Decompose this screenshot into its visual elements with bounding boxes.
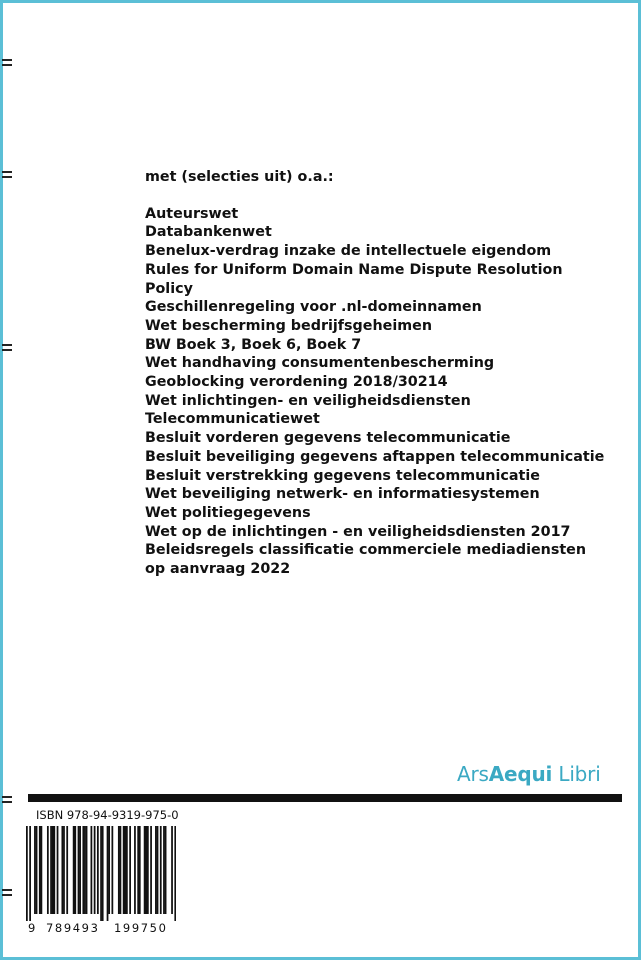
barcode-bar <box>50 826 52 914</box>
crop-mark <box>0 170 13 179</box>
barcode-bar <box>52 826 54 914</box>
barcode-bar <box>47 826 49 914</box>
crop-mark <box>0 888 13 897</box>
logo-libri: Libri <box>558 762 601 786</box>
law-item: Rules for Uniform Domain Name Dispute Resolution <box>145 261 563 278</box>
barcode-bar <box>171 826 173 914</box>
law-item: Geschillenregeling voor .nl-domeinnamen <box>145 299 482 316</box>
law-item: Wet beveiliging netwerk- en informatiesystemen <box>145 486 540 503</box>
law-item: Wet inlichtingen- en veiligheidsdiensten <box>145 392 471 409</box>
barcode-bar <box>118 826 120 914</box>
barcode-bar <box>53 826 55 914</box>
law-item: Auteurswet <box>145 205 239 222</box>
barcode-bar <box>79 826 81 914</box>
divider-rule <box>28 794 622 802</box>
law-item: Telecommunicatiewet <box>145 411 320 428</box>
barcode-bar <box>160 826 162 914</box>
barcode-bar <box>82 826 84 914</box>
barcode-bar <box>94 826 96 914</box>
barcode-bar <box>157 826 159 914</box>
law-item: Databankenwet <box>145 224 272 241</box>
barcode-bar <box>78 826 80 914</box>
barcode-bar <box>129 826 131 914</box>
barcode-bar <box>147 826 149 914</box>
law-item: Wet op de inlichtingen - en veiligheidsdiensten 2017 <box>145 523 571 540</box>
law-item: BW Boek 3, Boek 6, Boek 7 <box>145 336 362 353</box>
crop-mark <box>0 795 13 804</box>
barcode-bar <box>163 826 165 914</box>
barcode-bar <box>66 826 68 914</box>
law-item: Wet politiegegevens <box>145 504 311 521</box>
back-cover-text <box>145 168 605 579</box>
barcode-bar <box>137 826 139 914</box>
barcode-bar <box>29 826 31 921</box>
barcode-bar <box>39 826 41 914</box>
barcode-bar <box>26 826 28 921</box>
barcode-bar <box>86 826 88 914</box>
barcode-graphic <box>26 826 176 921</box>
law-item: Geoblocking verordening 2018/30214 <box>145 374 448 391</box>
barcode-digit-group-1: 789493 <box>46 921 100 935</box>
barcode-bar <box>120 826 122 914</box>
barcode-bar <box>145 826 147 914</box>
barcode-digit-first: 9 <box>28 921 36 935</box>
barcode-bar <box>139 826 141 914</box>
law-item: Policy <box>145 280 193 297</box>
law-item: Besluit beveiliging gegevens aftappen telecommunicatie <box>145 448 605 465</box>
barcode-bar <box>108 826 110 914</box>
intro-text: met (selecties uit) o.a.: <box>145 169 334 185</box>
barcode-bar <box>41 826 43 914</box>
barcode-digit-group-2: 199750 <box>114 921 168 935</box>
barcode-bar <box>97 826 99 914</box>
law-item: Wet handhaving consumentenbescherming <box>145 355 495 372</box>
logo-aequi: Aequi <box>488 762 553 786</box>
law-item: Besluit vorderen gegevens telecommunicatie <box>145 430 511 447</box>
barcode-bar <box>155 826 157 914</box>
barcode-bar <box>126 826 128 914</box>
barcode-bar <box>134 826 136 914</box>
barcode-bar <box>63 826 65 914</box>
barcode-bar <box>150 826 152 914</box>
laws-list <box>145 205 605 579</box>
law-item: Wet bescherming bedrijfsgeheimen <box>145 317 433 334</box>
barcode-bar <box>100 826 102 921</box>
publisher-logo <box>457 762 601 786</box>
barcode-bar <box>102 826 104 921</box>
barcode-bar <box>123 826 125 914</box>
crop-mark <box>0 343 13 352</box>
barcode-bar <box>34 826 36 914</box>
barcode-bar <box>91 826 93 914</box>
law-item: Beleidsregels classificatie commerciele mediadiensten <box>145 542 587 559</box>
barcode-bar <box>57 826 59 914</box>
barcode-bar <box>174 826 176 921</box>
logo-ars: Ars <box>457 762 489 786</box>
barcode-bar <box>74 826 76 914</box>
law-item: op aanvraag 2022 <box>145 561 291 578</box>
barcode-bar <box>107 826 109 921</box>
isbn-label: ISBN 978-94-9319-975-0 <box>36 808 179 822</box>
barcode-bar <box>73 826 75 914</box>
crop-mark <box>0 58 13 67</box>
law-item: Besluit verstrekking gegevens telecommunicatie <box>145 467 540 484</box>
law-item: Benelux-verdrag inzake de intellectuele eigendom <box>145 243 552 260</box>
barcode-bar <box>165 826 167 914</box>
barcode-bar <box>111 826 113 914</box>
barcode-bar <box>144 826 146 914</box>
barcode-bar <box>84 826 86 914</box>
barcode-bar <box>61 826 63 914</box>
barcode-bar <box>124 826 126 914</box>
barcode-bar <box>36 826 38 914</box>
